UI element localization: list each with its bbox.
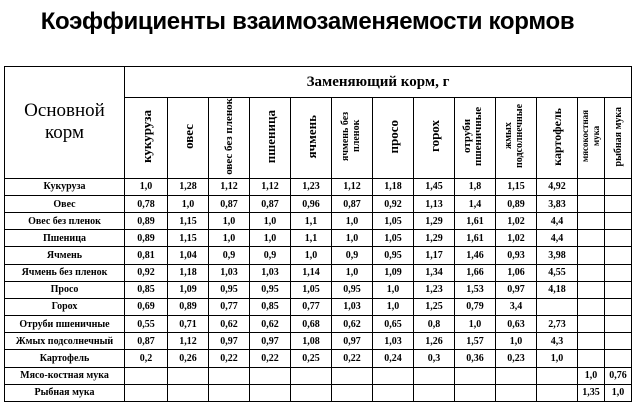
table-cell	[291, 384, 332, 401]
table-cell: 1,29	[414, 230, 455, 247]
table-cell: 1,0	[250, 230, 291, 247]
table-cell	[496, 384, 537, 401]
table-cell: 0,85	[250, 298, 291, 315]
table-cell: 0,79	[455, 298, 496, 315]
table-cell: 1,04	[168, 247, 209, 264]
table-cell	[537, 384, 578, 401]
table-row	[5, 247, 632, 264]
table-cell	[578, 213, 605, 230]
table-cell: 1,15	[168, 230, 209, 247]
table-cell	[578, 316, 605, 333]
row-label: Овес без пленок	[5, 213, 125, 230]
table-cell: 1,46	[455, 247, 496, 264]
table-cell: 1,12	[209, 178, 250, 195]
table-cell	[605, 264, 632, 281]
table-row	[5, 333, 632, 350]
table-cell: 1,35	[578, 384, 605, 401]
table-cell: 1,15	[496, 178, 537, 195]
table-cell	[332, 384, 373, 401]
column-header: ячмень	[291, 98, 332, 179]
column-header: горох	[414, 98, 455, 179]
table-cell: 0,62	[332, 316, 373, 333]
table-cell: 1,0	[209, 213, 250, 230]
column-header: кукуруза	[125, 98, 168, 179]
table-cell	[125, 367, 168, 384]
table-cell	[578, 230, 605, 247]
table-cell	[209, 384, 250, 401]
table-cell	[578, 333, 605, 350]
table-cell: 0,22	[209, 350, 250, 367]
table-cell: 0,81	[125, 247, 168, 264]
replacement-feed-header: Заменяющий корм, г	[125, 67, 632, 98]
table-cell: 1,12	[250, 178, 291, 195]
table-cell	[168, 367, 209, 384]
table-cell: 0,87	[125, 333, 168, 350]
column-header: рыбная мука	[605, 98, 632, 179]
table-cell: 1,1	[291, 213, 332, 230]
table-cell: 1,0	[332, 213, 373, 230]
table-cell: 0,9	[332, 247, 373, 264]
table-cell	[291, 367, 332, 384]
row-label: Пшеница	[5, 230, 125, 247]
table-cell: 1,02	[496, 213, 537, 230]
table-cell: 0,89	[125, 230, 168, 247]
table-cell: 1,12	[332, 178, 373, 195]
table-cell: 0,22	[250, 350, 291, 367]
row-label: Кукуруза	[5, 178, 125, 195]
table-cell: 1,8	[455, 178, 496, 195]
table-cell: 0,26	[168, 350, 209, 367]
row-label: Ячмень	[5, 247, 125, 264]
table-cell	[578, 195, 605, 212]
table-cell	[332, 367, 373, 384]
table-cell	[414, 367, 455, 384]
table-cell: 1,0	[455, 316, 496, 333]
row-label: Овес	[5, 195, 125, 212]
table-cell	[250, 384, 291, 401]
table-cell	[578, 264, 605, 281]
row-label: Просо	[5, 281, 125, 298]
table-cell: 1,53	[455, 281, 496, 298]
table-cell	[605, 230, 632, 247]
table-cell	[578, 350, 605, 367]
table-cell: 2,73	[537, 316, 578, 333]
table-cell: 0,24	[373, 350, 414, 367]
row-label: Ячмень без пленок	[5, 264, 125, 281]
table-cell	[605, 316, 632, 333]
table-cell	[455, 367, 496, 384]
table-cell	[605, 298, 632, 315]
table-row	[5, 281, 632, 298]
table-cell: 0,92	[373, 195, 414, 212]
table-cell: 0,95	[209, 281, 250, 298]
column-header: пшеница	[250, 98, 291, 179]
table-cell: 1,0	[250, 213, 291, 230]
table-cell: 1,09	[373, 264, 414, 281]
table-cell: 3,83	[537, 195, 578, 212]
table-cell: 1,05	[291, 281, 332, 298]
table-cell: 1,61	[455, 230, 496, 247]
row-label: Отруби пшеничные	[5, 316, 125, 333]
table-cell: 0,97	[209, 333, 250, 350]
table-cell: 4,3	[537, 333, 578, 350]
table-cell: 0,97	[496, 281, 537, 298]
main-feed-header: Основной корм	[5, 67, 125, 179]
table-row	[5, 367, 632, 384]
table-cell: 0,9	[209, 247, 250, 264]
table-cell: 0,36	[455, 350, 496, 367]
table-cell: 0,95	[250, 281, 291, 298]
row-label: Горох	[5, 298, 125, 315]
table-cell: 0,65	[373, 316, 414, 333]
table-cell	[455, 384, 496, 401]
column-header: картофель	[537, 98, 578, 179]
table-cell: 1,61	[455, 213, 496, 230]
table-cell	[578, 298, 605, 315]
column-header: мясокостная мука	[578, 98, 605, 179]
table-cell: 4,92	[537, 178, 578, 195]
table-cell: 0,97	[250, 333, 291, 350]
table-cell: 0,62	[250, 316, 291, 333]
table-cell: 1,23	[414, 281, 455, 298]
table-cell: 1,14	[291, 264, 332, 281]
table-cell: 1,0	[209, 230, 250, 247]
table-cell	[605, 247, 632, 264]
table-cell	[578, 281, 605, 298]
table-cell: 0,2	[125, 350, 168, 367]
table-cell	[209, 367, 250, 384]
table-cell: 1,0	[332, 264, 373, 281]
table-cell	[168, 384, 209, 401]
table-cell	[125, 384, 168, 401]
table-cell: 1,57	[455, 333, 496, 350]
table-cell	[496, 367, 537, 384]
row-label: Мясо-костная мука	[5, 367, 125, 384]
row-label: Рыбная мука	[5, 384, 125, 401]
table-cell: 1,25	[414, 298, 455, 315]
table-cell: 1,09	[168, 281, 209, 298]
table-cell	[605, 195, 632, 212]
table-cell: 0,77	[209, 298, 250, 315]
table-cell: 3,98	[537, 247, 578, 264]
table-cell: 0,62	[209, 316, 250, 333]
table-cell: 0,97	[332, 333, 373, 350]
table-cell: 4,4	[537, 230, 578, 247]
table-cell: 1,03	[373, 333, 414, 350]
table-cell: 1,03	[209, 264, 250, 281]
table-cell: 0,93	[496, 247, 537, 264]
table-cell: 1,0	[125, 178, 168, 195]
table-cell	[250, 367, 291, 384]
table-cell	[605, 178, 632, 195]
table-row	[5, 298, 632, 315]
table-cell: 0,78	[125, 195, 168, 212]
column-header: ячмень без пленок	[332, 98, 373, 179]
table-cell: 0,3	[414, 350, 455, 367]
table-cell	[605, 213, 632, 230]
table-cell	[578, 247, 605, 264]
column-header: овес без пленок	[209, 98, 250, 179]
table-row	[5, 264, 632, 281]
table-cell: 1,17	[414, 247, 455, 264]
table-cell: 3,4	[496, 298, 537, 315]
table-cell: 0,87	[332, 195, 373, 212]
table-cell	[605, 350, 632, 367]
table-cell: 1,45	[414, 178, 455, 195]
table-row	[5, 195, 632, 212]
table-cell: 1,06	[496, 264, 537, 281]
table-cell: 4,4	[537, 213, 578, 230]
table-cell: 0,69	[125, 298, 168, 315]
table-cell	[605, 281, 632, 298]
table-cell: 0,63	[496, 316, 537, 333]
row-label: Жмых подсолнечный	[5, 333, 125, 350]
table-cell: 1,0	[605, 384, 632, 401]
table-row	[5, 178, 632, 195]
table-cell: 0,89	[496, 195, 537, 212]
table-cell: 1,29	[414, 213, 455, 230]
table-cell: 0,71	[168, 316, 209, 333]
table-cell: 1,08	[291, 333, 332, 350]
table-cell: 4,55	[537, 264, 578, 281]
table-cell: 1,15	[168, 213, 209, 230]
table-row	[5, 350, 632, 367]
table-cell: 1,05	[373, 213, 414, 230]
table-cell	[537, 298, 578, 315]
row-label: Картофель	[5, 350, 125, 367]
table-cell: 1,18	[168, 264, 209, 281]
table-cell: 0,55	[125, 316, 168, 333]
table-cell: 0,9	[250, 247, 291, 264]
table-cell: 1,03	[332, 298, 373, 315]
table-cell: 0,95	[332, 281, 373, 298]
table-cell	[373, 367, 414, 384]
table-cell	[578, 178, 605, 195]
table-cell: 0,89	[125, 213, 168, 230]
table-cell: 0,87	[250, 195, 291, 212]
table-cell: 1,66	[455, 264, 496, 281]
table-cell: 1,03	[250, 264, 291, 281]
page-title: Коэффициенты взаимозаменяемости кормов	[40, 8, 575, 35]
table-cell: 1,02	[496, 230, 537, 247]
table-cell: 1,34	[414, 264, 455, 281]
table-row	[5, 230, 632, 247]
table-cell: 1,0	[537, 350, 578, 367]
table-cell: 1,13	[414, 195, 455, 212]
feed-coefficients-table	[4, 66, 632, 402]
table-cell	[605, 333, 632, 350]
table-cell: 0,89	[168, 298, 209, 315]
table-cell: 0,85	[125, 281, 168, 298]
table-cell: 0,92	[125, 264, 168, 281]
table-cell: 1,1	[291, 230, 332, 247]
table-cell	[414, 384, 455, 401]
table-row	[5, 316, 632, 333]
table-row	[5, 213, 632, 230]
table-cell: 0,22	[332, 350, 373, 367]
table-cell: 1,0	[578, 367, 605, 384]
table-cell: 1,0	[168, 195, 209, 212]
table-cell: 1,0	[373, 298, 414, 315]
table-cell: 1,0	[332, 230, 373, 247]
table-cell	[373, 384, 414, 401]
table-cell: 0,23	[496, 350, 537, 367]
table-cell: 1,26	[414, 333, 455, 350]
table-cell: 1,0	[373, 281, 414, 298]
table-cell: 0,8	[414, 316, 455, 333]
table-cell: 1,23	[291, 178, 332, 195]
table-cell: 0,25	[291, 350, 332, 367]
table-row	[5, 384, 632, 401]
table-cell: 1,28	[168, 178, 209, 195]
table-cell: 1,0	[496, 333, 537, 350]
table-cell	[537, 367, 578, 384]
column-header: просо	[373, 98, 414, 179]
table-cell: 1,05	[373, 230, 414, 247]
table-cell: 0,95	[373, 247, 414, 264]
table-cell: 0,87	[209, 195, 250, 212]
table-cell: 1,12	[168, 333, 209, 350]
table-cell: 0,68	[291, 316, 332, 333]
column-header: овес	[168, 98, 209, 179]
table-cell: 1,0	[291, 247, 332, 264]
table-cell: 1,4	[455, 195, 496, 212]
table-cell: 0,77	[291, 298, 332, 315]
table-cell: 4,18	[537, 281, 578, 298]
table-cell: 0,96	[291, 195, 332, 212]
table-cell: 0,76	[605, 367, 632, 384]
column-header: жмых подсолнечные	[496, 98, 537, 179]
column-header: отруби пшеничные	[455, 98, 496, 179]
table-cell: 1,18	[373, 178, 414, 195]
